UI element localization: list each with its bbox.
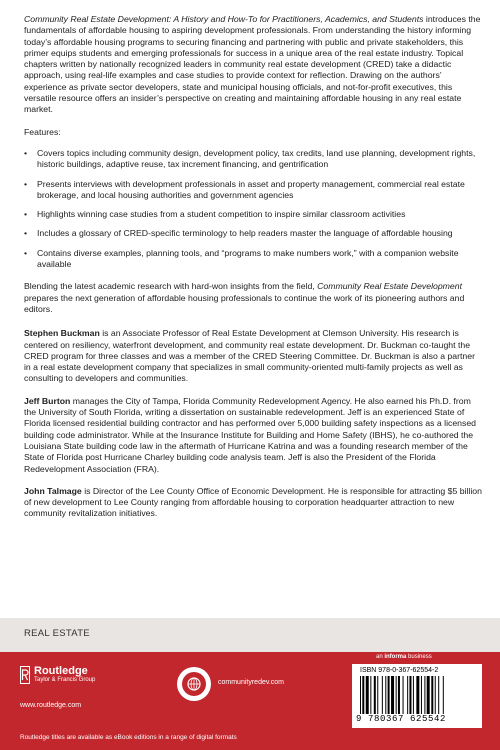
feature-text: Includes a glossary of CRED-specific terminology to help readers master the language of affordable housing xyxy=(37,228,453,239)
feature-item xyxy=(24,248,484,271)
informa-prefix: an xyxy=(376,654,385,660)
back-cover-text xyxy=(24,14,484,531)
author-name: John Talmage xyxy=(24,485,82,496)
publisher-name: Routledge xyxy=(34,665,88,677)
author-bio-text: manages the City of Tampa, Florida Community Redevelopment Agency. He also earned his Ph.D. from the University of South Florida, writing a dissertation on sustainable redevelopment. Jeff is an experienced State of Florida licensed residential building contractor and has performed over 5,000 building safety inspections as a licensed building code administrator. While at the Insurance Institute for Building and Home Safety (IBHS), he co-authored the Louisiana State building code law in the aftermath of Hurricane Katrina and was a founding research member of the State of Florida post Hurricane Charley building code analysis team. Jeff is also the President of the Florida Redevelopment Association (FRA). xyxy=(24,395,477,474)
publisher-group: Taylor & Francis Group xyxy=(34,677,96,683)
bullet-icon: • xyxy=(24,209,28,220)
bullet-icon: • xyxy=(24,247,28,258)
category-band xyxy=(0,618,500,652)
publisher-footer xyxy=(0,652,500,750)
author-bio xyxy=(24,328,484,384)
intro-paragraph xyxy=(24,14,484,116)
closing-book-title: Community Real Estate Development xyxy=(317,281,462,292)
publisher-website: www.routledge.com xyxy=(20,702,82,709)
intro-book-title: Community Real Estate Development: A History and How-To for Practitioners, Academics, and Students xyxy=(24,14,424,24)
author-bio-text: is an Associate Professor of Real Estate Development at Clemson University. His research is centered on resiliency, waterfront development, and community real estate development. Dr. Buckman co-taught the CRED program for three classes and was a member of the CRED Steering Committee. Dr. Buckman is also a partner in a real estate development company that specializes in small community-oriented multi-family projects as well as consulting to developers and communities. xyxy=(24,328,475,384)
barcode-icon xyxy=(360,676,474,714)
feature-item xyxy=(24,148,484,171)
closing-paragraph xyxy=(24,281,484,315)
feature-text: Covers topics including community design, development policy, tax credits, land use planning, development rights, historic buildings, adaptive reuse, tax increment financing, and gentrification xyxy=(37,147,476,170)
informa-brand: informa xyxy=(384,654,407,660)
author-bio-text: is Director of the Lee County Office of Economic Development. He is responsible for attracting $5 billion of new development to Lee County ranging from affordable housing to corporation headquarter attraction to new community revitalization initiatives. xyxy=(24,485,482,519)
bullet-icon: • xyxy=(24,228,28,239)
feature-item xyxy=(24,209,484,220)
author-bio xyxy=(24,396,484,475)
routledge-logo-icon xyxy=(20,666,30,684)
author-bio xyxy=(24,486,484,520)
feature-item xyxy=(24,179,484,202)
author-name: Jeff Burton xyxy=(24,395,71,406)
feature-item xyxy=(24,228,484,239)
isbn-number: ISBN 978-0-367-62554-2 xyxy=(360,667,439,674)
intro-text: introduces the fundamentals of affordable housing to aspiring development professionals. From understanding the history informing today’s affordable housing programs to securing financing and partnering with public and private stakeholders, this primer equips students and emerging professionals for success in a unique area of the real estate industry. Topical chapters written by nationally recognized leaders in community real estate development (CRED) take a didactic approach, using real-life examples and case studies to provide context for reflection. Drawing on the authors’ experience as private sector developers, state and municipal housing officials, and not-for-profit executives, this versatile resource offers an insider’s perspective on creating and maintaining affordable housing in any real estate market. xyxy=(24,14,481,115)
feature-text: Presents interviews with development professionals in asset and property management, commercial real estate brokerage, and local housing authorities and government agencies xyxy=(37,178,465,200)
features-list xyxy=(24,148,484,270)
closing-post: prepares the next generation of affordable housing professionals to continue the work of its pioneering authors and editors. xyxy=(24,292,465,314)
category-label: REAL ESTATE xyxy=(24,628,90,639)
informa-tagline xyxy=(376,654,432,660)
barcode-digits: 9 780367 625542 xyxy=(356,714,447,724)
features-heading: Features: xyxy=(24,126,61,137)
companion-website-badge-icon xyxy=(176,666,212,702)
bullet-icon: • xyxy=(24,178,28,189)
barcode-box xyxy=(352,664,482,728)
informa-suffix: business xyxy=(406,654,432,660)
bullet-icon: • xyxy=(24,147,28,158)
ebook-note: Routledge titles are available as eBook editions in a range of digital formats xyxy=(20,734,237,741)
feature-text: Contains diverse examples, planning tools, and “programs to make numbers work,” with a companion website available xyxy=(37,247,459,270)
feature-text: Highlights winning case studies from a student competition to inspire similar classroom activities xyxy=(37,209,406,220)
companion-website-url: communityredev.com xyxy=(218,679,285,686)
author-name: Stephen Buckman xyxy=(24,328,100,339)
closing-pre: Blending the latest academic research with hard-won insights from the field, xyxy=(24,281,318,292)
